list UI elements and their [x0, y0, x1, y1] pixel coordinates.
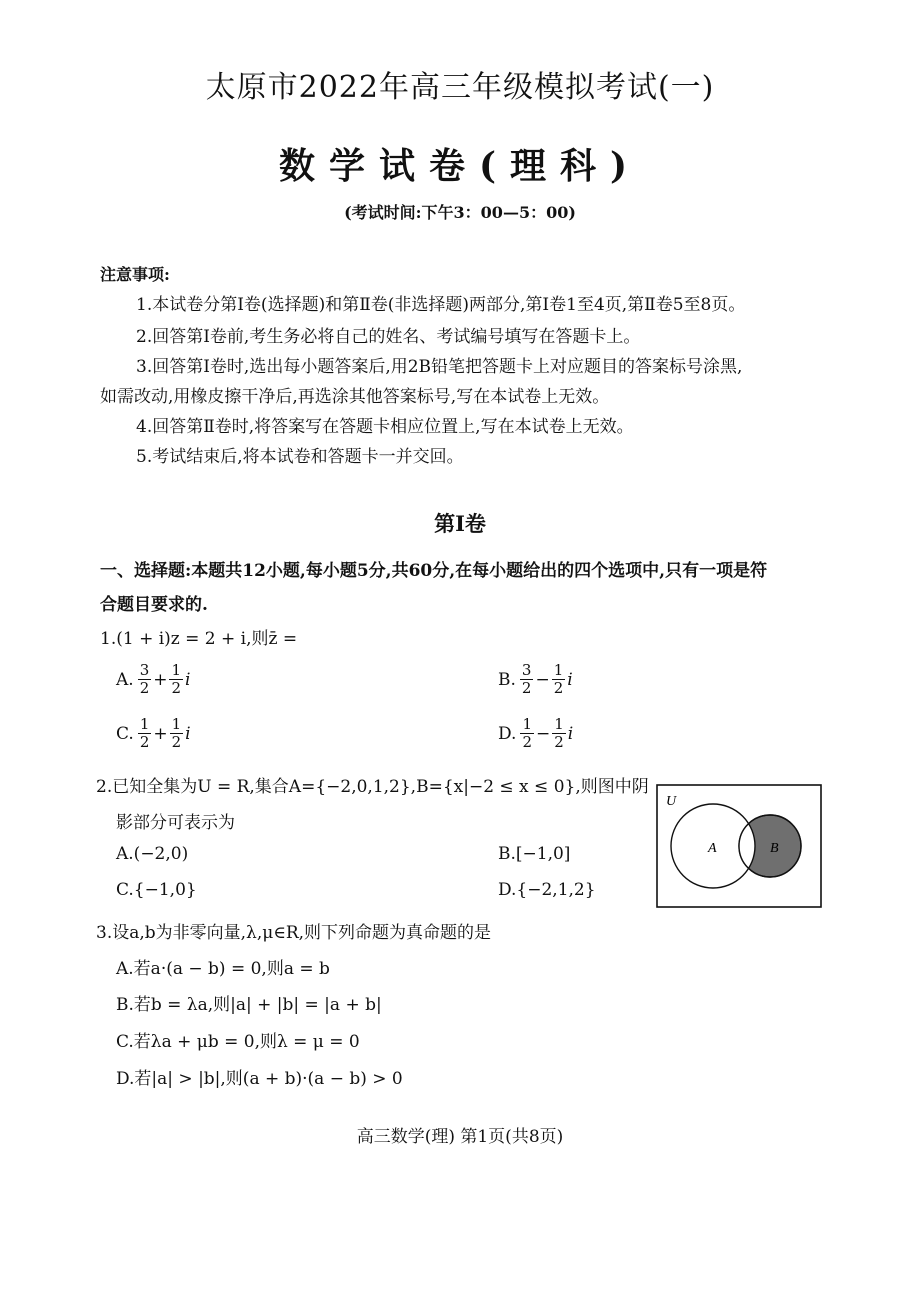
- denominator: 2: [139, 679, 150, 697]
- operator: −: [535, 669, 550, 690]
- section-intro: 一、选择题:本题共12小题,每小题5分,共60分,在每小题给出的四个选项中,只有一项是符: [100, 561, 768, 581]
- numerator: 1: [139, 715, 150, 733]
- fraction: [520, 662, 534, 697]
- q2-option-a: A.(−2,0): [116, 844, 189, 864]
- q1-option-a: [116, 662, 190, 697]
- option-label: A.: [116, 669, 134, 690]
- note-item: 3.回答第Ⅰ卷时,选出每小题答案后,用2B铅笔把答题卡上对应题目的答案标号涂黑,: [136, 357, 743, 377]
- numerator: 1: [522, 715, 532, 733]
- option-label: B.: [498, 669, 516, 690]
- operator: +: [153, 669, 168, 690]
- exam-subject: 数学试卷(理科): [278, 145, 642, 187]
- exam-time: (考试时间:下午3：00—5：00): [344, 203, 576, 222]
- imaginary-unit: i: [567, 723, 574, 744]
- numerator: 1: [171, 661, 182, 679]
- option-label: C.: [116, 723, 134, 744]
- fraction: [520, 716, 534, 751]
- note-item: 4.回答第Ⅱ卷时,将答案写在答题卡相应位置上,写在本试卷上无效。: [136, 417, 634, 437]
- venn-diagram: [656, 784, 822, 908]
- denominator: 2: [553, 679, 564, 697]
- numerator: 1: [171, 715, 182, 733]
- numerator: 3: [139, 661, 150, 679]
- denominator: 2: [554, 733, 564, 751]
- q2-stem: 2.已知全集为U = R,集合A={−2,0,1,2},B={x|−2 ≤ x ≤ 0},则图中阴: [96, 777, 649, 797]
- q3-option-b: B.若b = λa,则|a| + |b| = |a + b|: [116, 995, 382, 1015]
- q3-option-c: C.若λa + μb = 0,则λ = μ = 0: [116, 1032, 360, 1052]
- fraction: [169, 662, 183, 697]
- q3-option-a: A.若a·(a − b) = 0,则a = b: [116, 959, 330, 979]
- fraction: [170, 716, 184, 751]
- numerator: 1: [554, 715, 564, 733]
- set-b-label: B: [770, 841, 779, 856]
- denominator: 2: [171, 679, 182, 697]
- note-item: 2.回答第Ⅰ卷前,考生务必将自己的姓名、考试编号填写在答题卡上。: [136, 327, 641, 347]
- operator: +: [153, 723, 168, 744]
- numerator: 1: [553, 661, 564, 679]
- denominator: 2: [522, 733, 532, 751]
- q1-stem: 1.(1 + i)z = 2 + i,则z̄ =: [100, 629, 298, 649]
- numerator: 3: [521, 661, 532, 679]
- q2-option-c: C.{−1,0}: [116, 880, 197, 900]
- fraction: [552, 716, 566, 751]
- denominator: 2: [521, 679, 532, 697]
- q3-option-d: D.若|a| > |b|,则(a + b)·(a − b) > 0: [116, 1069, 403, 1089]
- note-item: 如需改动,用橡皮擦干净后,再选涂其他答案标号,写在本试卷上无效。: [100, 387, 610, 407]
- universe-label: U: [666, 794, 677, 809]
- section-title: 第Ⅰ卷: [434, 511, 486, 536]
- q2-stem-cont: 影部分可表示为: [116, 813, 235, 833]
- denominator: 2: [171, 733, 182, 751]
- page-footer: 高三数学(理) 第1页(共8页): [356, 1127, 564, 1147]
- set-a-label: A: [708, 841, 717, 856]
- q1-option-d: [498, 716, 573, 751]
- operator: −: [535, 723, 551, 744]
- option-label: D.: [498, 723, 517, 744]
- fraction: [138, 716, 152, 751]
- imaginary-unit: i: [567, 669, 573, 690]
- fraction: [552, 662, 566, 697]
- q1-option-b: [498, 662, 573, 697]
- imaginary-unit: i: [185, 723, 191, 744]
- notes-heading: 注意事项:: [100, 265, 170, 284]
- exam-title: 太原市2022年高三年级模拟考试(一): [205, 70, 715, 105]
- denominator: 2: [139, 733, 150, 751]
- note-item: 5.考试结束后,将本试卷和答题卡一并交回。: [136, 447, 464, 467]
- q3-stem: 3.设a,b为非零向量,λ,μ∈R,则下列命题为真命题的是: [96, 923, 492, 943]
- q2-option-d: D.{−2,1,2}: [498, 880, 596, 900]
- section-intro-cont: 合题目要求的.: [100, 595, 208, 615]
- fraction: [138, 662, 152, 697]
- imaginary-unit: i: [185, 669, 191, 690]
- q2-option-b: B.[−1,0]: [498, 844, 571, 864]
- note-item: 1.本试卷分第Ⅰ卷(选择题)和第Ⅱ卷(非选择题)两部分,第Ⅰ卷1至4页,第Ⅱ卷5至8页。: [136, 295, 746, 315]
- q1-option-c: [116, 716, 191, 751]
